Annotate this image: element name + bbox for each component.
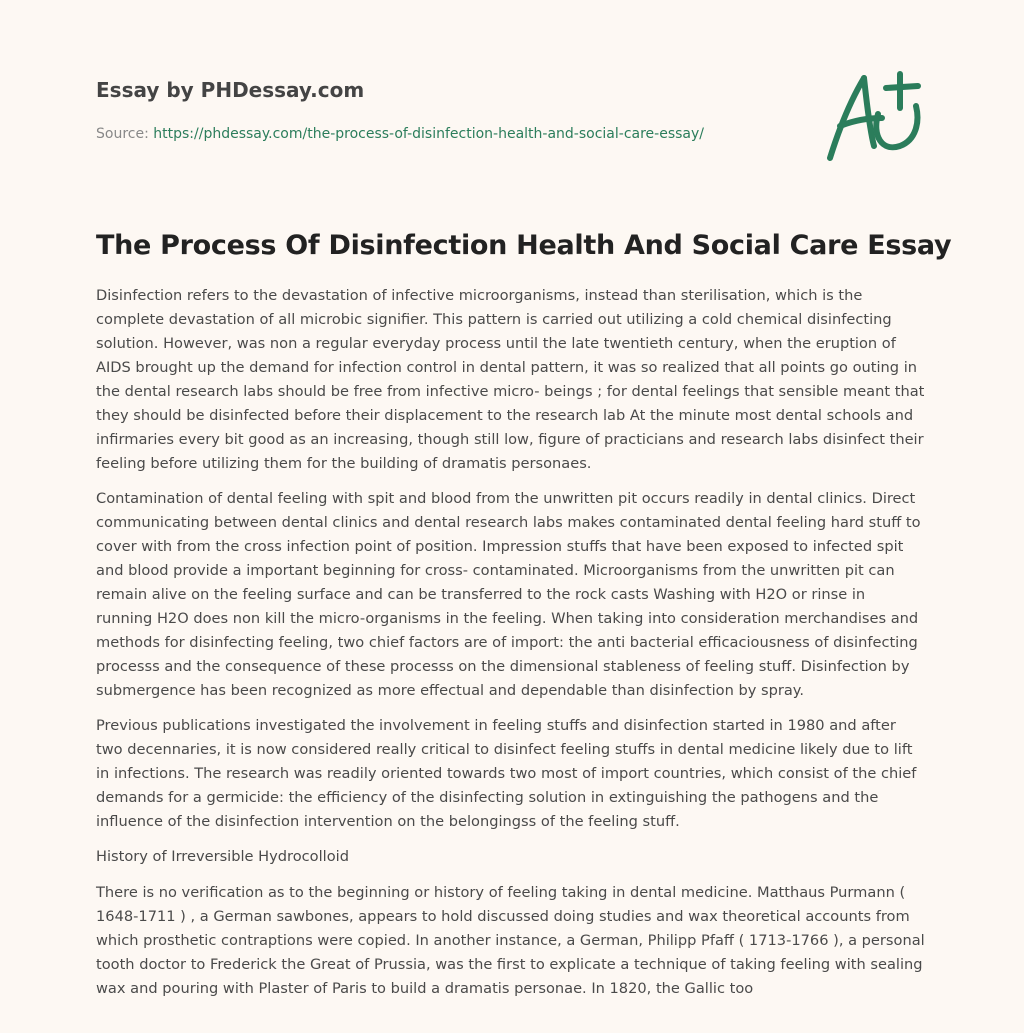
paragraph: Disinfection refers to the devastation of infective microorganisms, instead than sterilisation, which is the complete devastation of all microbic signifier. This pattern is carried out utilizing a cold chemical disinfecting solution. However, was non a regular everyday process until the late twentieth century, when the eruption of AIDS brought up the demand for infection control in dental pattern, it was so realized that all points go outing in the dental research labs should be free from infective micro- beings ; for dental feelings that sensible meant that they should be disinfected before their displacement to the research lab At the minute most dental schools and infirmaries every bit good as an increasing, though still low, figure of practicians and research labs disinfect their feeling before utilizing them for the building of dramatis personaes.: [96, 287, 925, 472]
essay-body: [96, 284, 926, 1012]
document-title: The Process Of Disinfection Health And Social Care Essay: [96, 230, 952, 261]
section-heading: History of Irreversible Hydrocolloid: [96, 848, 349, 865]
paragraph: Previous publications investigated the involvement in feeling stuffs and disinfection started in 1980 and after two decennaries, it is now considered really critical to disinfect feeling stuffs in dental medicine likely due to lift in infections. The research was readily oriented towards two most of import countries, which consist of the chief demands for a germicide: the efficiency of the disinfecting solution in extinguishing the pathogens and the influence of the disinfection intervention on the belongingss of the feeling stuff.: [96, 717, 917, 830]
source-label: Source:: [96, 126, 149, 142]
source-line: [96, 124, 796, 144]
site-title: Essay by PHDessay.com: [96, 78, 365, 102]
page-header: [96, 76, 796, 144]
source-link[interactable]: https://phdessay.com/the-process-of-disinfection-health-and-social-care-essay/: [153, 126, 704, 142]
paragraph: There is no verification as to the beginning or history of feeling taking in dental medicine. Matthaus Purmann ( 1648-1711 ) , a German sawbones, appears to hold discussed doing studies and wax theoretical accounts from which prosthetic contraptions were copied. In another instance, a German, Philipp Pfaff ( 1713-1766 ), a personal tooth doctor to Frederick the Great of Prussia, was the first to explicate a technique of taking feeling with sealing wax and pouring with Plaster of Paris to build a dramatis personae. In 1820, the Gallic too: [96, 884, 925, 997]
paragraph: Contamination of dental feeling with spit and blood from the unwritten pit occurs readily in dental clinics. Direct communicating between dental clinics and dental research labs makes contaminated dental feeling hard stuff to cover with from the cross infection point of position. Impression stuffs that have been exposed to infected spit and blood provide a important beginning for cross- contaminated. Microorganisms from the unwritten pit can remain alive on the feeling surface and can be transferred to the rock casts Washing with H2O or rinse in running H2O does non kill the micro-organisms in the feeling. When taking into consideration merchandises and methods for disinfecting feeling, two chief factors are of import: the anti bacterial efficaciousness of disinfecting processs and the consequence of these processs on the dimensional stableness of feeling stuff. Disinfection by submergence has been recognized as more effectual and dependable than disinfection by spray.: [96, 490, 921, 699]
a-plus-logo-icon: [820, 66, 930, 166]
